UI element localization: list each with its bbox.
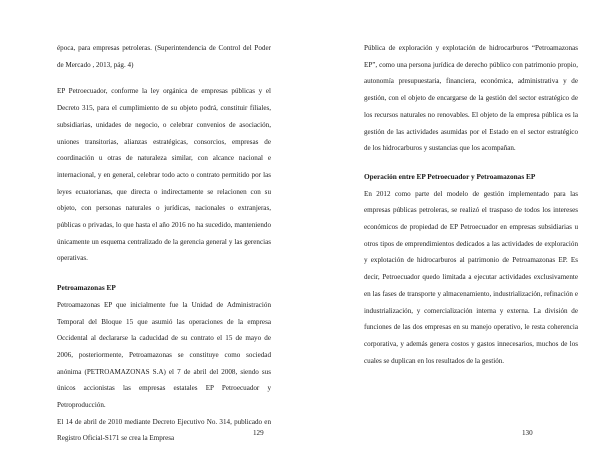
right-section-heading: Operación entre EP Petroecuador y Petroamazonas EP — [364, 171, 536, 181]
left-section-heading: Petroamazonas EP — [57, 283, 116, 293]
right-text-column — [364, 40, 578, 369]
left-paragraph-4: El 14 de abril de 2010 mediante Decreto Ejecutivo No. 314, publicado en Registro Oficial-S171 se crea la Empresa — [57, 417, 271, 443]
left-page-number: 129 — [253, 429, 264, 437]
left-text-column — [57, 40, 271, 447]
right-page-number: 130 — [522, 429, 533, 437]
left-paragraph-1: época, para empresas petroleras. (Superintendencia de Control del Poder de Mercado , 2013, pág. 4) — [57, 44, 271, 69]
right-page — [300, 0, 600, 473]
left-paragraph-2: EP Petroecuador, conforme la ley orgánica de empresas públicas y el Decreto 315, para el cumplimiento de su objeto podrá, constituir filiales, subsidiarias, unidades de negocio, o celebrar convenios de asociación, uniones transitorias, alianzas estratégicas, consorcios, empresas de coordinación u otras de naturaleza similar, con alcance nacional e internacional, y en general, celebrar todo acto o contrato permitido por las leyes ecuatorianas, que directa o indirectamente se relacionen con su objeto, con personas naturales o jurídicas, nacionales o extranjeras, públicas o privadas, lo que hasta el año 2016 no ha sucedido, manteniendo únicamente un esquema centralizado de la gerencia general y las gerencias operativas. — [57, 87, 271, 263]
right-paragraph-2: En 2012 como parte del modelo de gestión implementado para las empresas públicas petroleras, se realizó el traspaso de todos los intereses económicos de propiedad de EP Petroecuador en empresas subsidiarias u otros tipos de emprendimientos dedicados a las actividades de exploración y explotación de hidrocarburos al patrimonio de Petroamazonas EP. Es decir, Petroecuador quedo limitada a ejecutar actividades exclusivamente en las fases de transporte y almacenamiento, industrialización, refinación e industrialización, y comercialización interna y externa. La división de funciones de las dos empresas en su manejo operativo, le resta coherencia corporativa, y además genera costos y gastos innecesarios, muchos de los cuales se duplican en los resultados de la gestión. — [364, 189, 578, 365]
right-paragraph-1: Pública de exploración y explotación de hidrocarburos “Petroamazonas EP”, como una persona jurídica de derecho público con patrimonio propio, autonomía presupuestaria, financiera, económica, administrativa y de gestión, con el objeto de encargarse de la gestión del sector estratégico de los recursos naturales no renovables. El objeto de la empresa pública es la gestión de las actividades asumidas por el Estado en el sector estratégico de los hidrocarburos y sustancias que los acompañan. — [364, 44, 578, 153]
left-paragraph-3: Petroamazonas EP que inicialmente fue la Unidad de Administración Temporal del Bloque 15 que asumió las operaciones de la empresa Occidental al declararse la caducidad de su contrato el 15 de mayo de 2006, posteriormente, Petroamazonas se constituye como sociedad anónima (PETROAMAZONAS S.A) el 7 de abril del 2008, siendo sus únicos accionistas las empresas estatales EP Petroecuador y Petroproducción. — [57, 300, 271, 410]
